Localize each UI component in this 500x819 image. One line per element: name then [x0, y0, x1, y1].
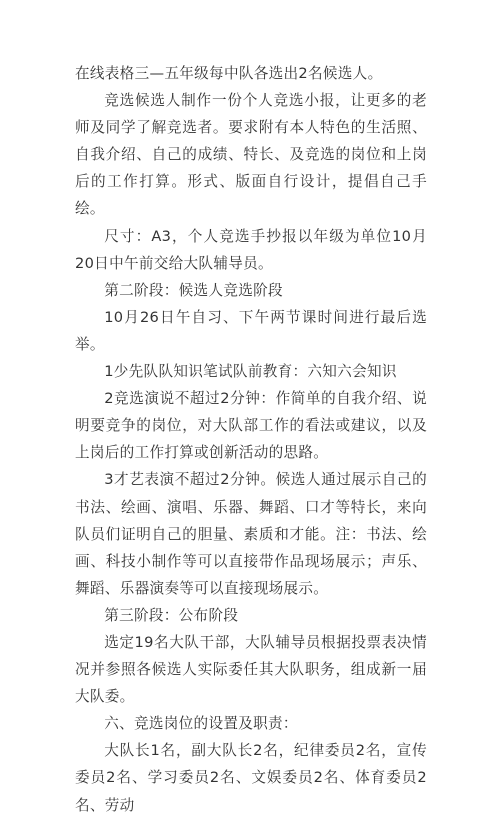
- heading-stage-two: 第二阶段：候选人竞选阶段: [104, 281, 283, 299]
- heading-positions: 六、竞选岗位的设置及职责：: [104, 715, 298, 733]
- paragraph-election-time: 10月26日午自习、下午两节课时间进行最后选举。: [75, 308, 427, 353]
- paragraph-candidates-intro: 在线表格三—五年级每中队各选出2名候选人。: [75, 65, 383, 82]
- paragraph-position-list: 大队长1名，副大队长2名，纪律委员2名，宣传委员2名、学习委员2名、文娱委员2名、体育委员2名、劳动: [75, 742, 427, 814]
- paragraph-talent-show: 3才艺表演不超过2分钟。候选人通过展示自己的书法、绘画、演唱、乐器、舞蹈、口才等特长，来向队员们证明自己的胆量、素质和才能。注：书法、绘画、科技小制作等可以直接带作品现场展示；声乐、舞蹈、乐器演奏等可以直接现场展示。: [75, 471, 427, 597]
- paragraph-select-cadres: 选定19名大队干部，大队辅导员根据投票表决情况并参照各候选人实际委任其大队职务，组成新一届大队委。: [75, 633, 427, 706]
- paragraph-campaign-speech: 2竞选演说不超过2分钟：作简单的自我介绍、说明要竞争的岗位，对大队部工作的看法或建议，以及上岗后的工作打算或创新活动的思路。: [75, 390, 427, 462]
- document-body: [75, 60, 427, 819]
- paragraph-written-test: 1少先队队知识笔试队前教育：六知六会知识: [104, 363, 397, 381]
- paragraph-campaign-poster: 竞选候选人制作一份个人竞选小报，让更多的老师及同学了解竞选者。要求附有本人特色的生活照、自我介绍、自己的成绩、特长、及竞选的岗位和上岗后的工作打算。形式、版面自行设计，提倡自己手绘。: [75, 92, 427, 218]
- paragraph-poster-size: 尺寸：A3，个人竞选手抄报以年级为单位10月20日中午前交给大队辅导员。: [75, 227, 427, 272]
- heading-stage-three: 第三阶段：公布阶段: [104, 606, 239, 624]
